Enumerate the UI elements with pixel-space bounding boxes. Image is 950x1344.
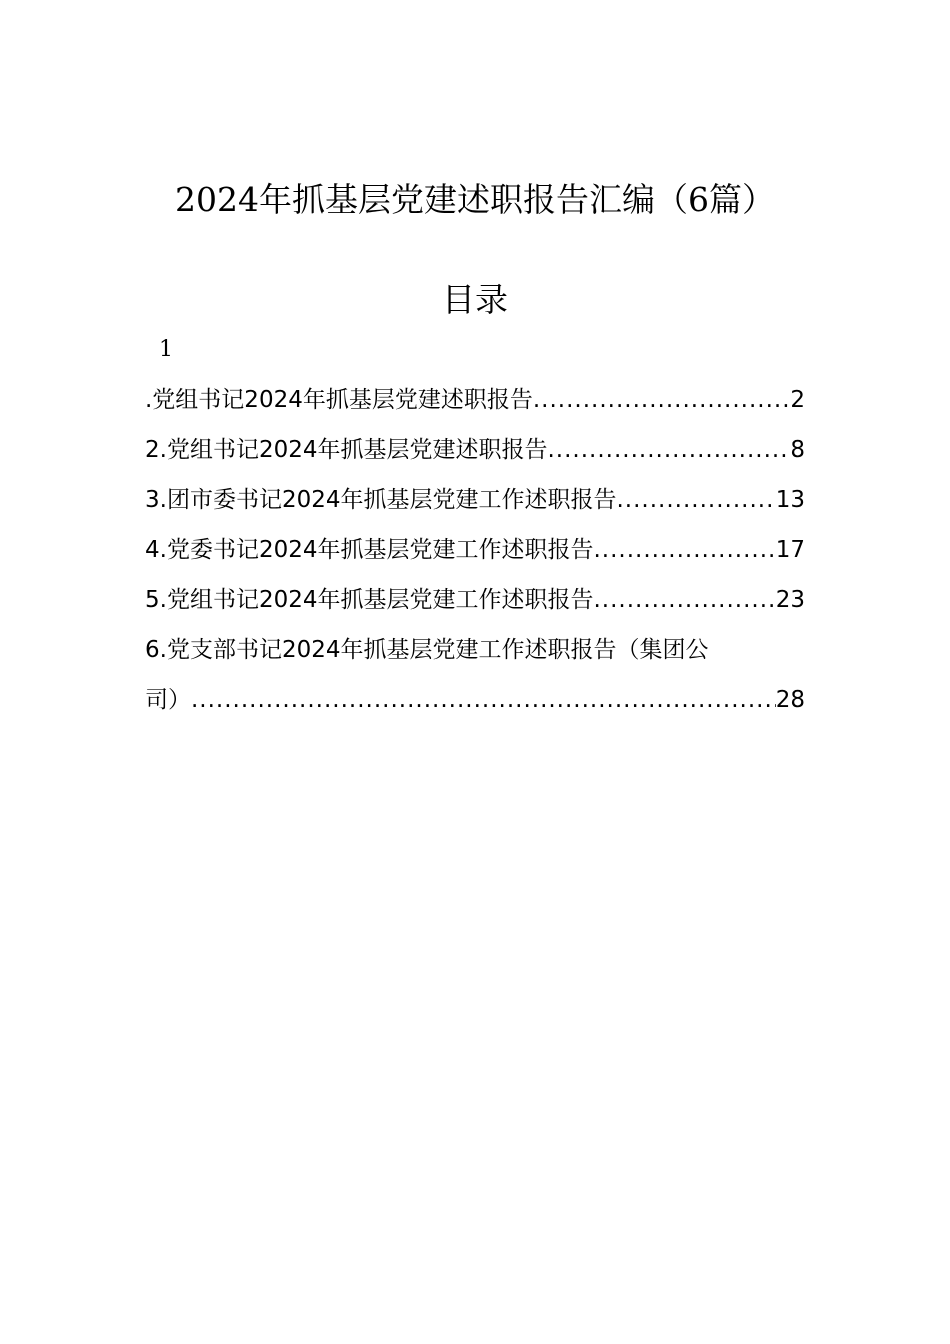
toc-entry-title-line2: 司） <box>145 687 191 713</box>
stray-number: 1 <box>159 337 173 362</box>
toc-entry-title-line1: 6.党支部书记2024年抓基层党建工作述职报告（集团公 <box>145 637 709 663</box>
dot-leader <box>593 530 775 570</box>
toc-entry-5[interactable] <box>145 580 805 630</box>
toc-entry-title: 2.党组书记2024年抓基层党建述职报告 <box>145 437 548 463</box>
toc-entry-6[interactable] <box>145 630 805 730</box>
toc-entry-line2 <box>145 680 805 730</box>
toc-entry-4[interactable] <box>145 530 805 580</box>
toc-entry-title: .党组书记2024年抓基层党建述职报告 <box>145 387 533 413</box>
dot-leader <box>533 380 791 420</box>
toc-entry-page: 13 <box>775 487 805 513</box>
table-of-contents <box>145 380 805 730</box>
toc-entry-3[interactable] <box>145 480 805 530</box>
dot-leader <box>616 480 775 520</box>
toc-entry-page: 17 <box>775 537 805 563</box>
dot-leader <box>593 580 775 620</box>
toc-entry-title: 5.党组书记2024年抓基层党建工作述职报告 <box>145 587 594 613</box>
toc-entry-title: 4.党委书记2024年抓基层党建工作述职报告 <box>145 537 594 563</box>
toc-entry-title: 3.团市委书记2024年抓基层党建工作述职报告 <box>145 487 617 513</box>
toc-entry-page: 2 <box>790 387 805 413</box>
toc-entry-page: 8 <box>790 437 805 463</box>
toc-heading: 目录 <box>442 280 508 319</box>
toc-entry-1[interactable] <box>145 380 805 430</box>
dot-leader <box>191 680 776 720</box>
dot-leader <box>547 430 790 470</box>
toc-entry-page: 28 <box>775 687 805 713</box>
document-title: 2024年抓基层党建述职报告汇编（6篇） <box>175 180 775 219</box>
toc-entry-2[interactable] <box>145 430 805 480</box>
toc-entry-page: 23 <box>775 587 805 613</box>
